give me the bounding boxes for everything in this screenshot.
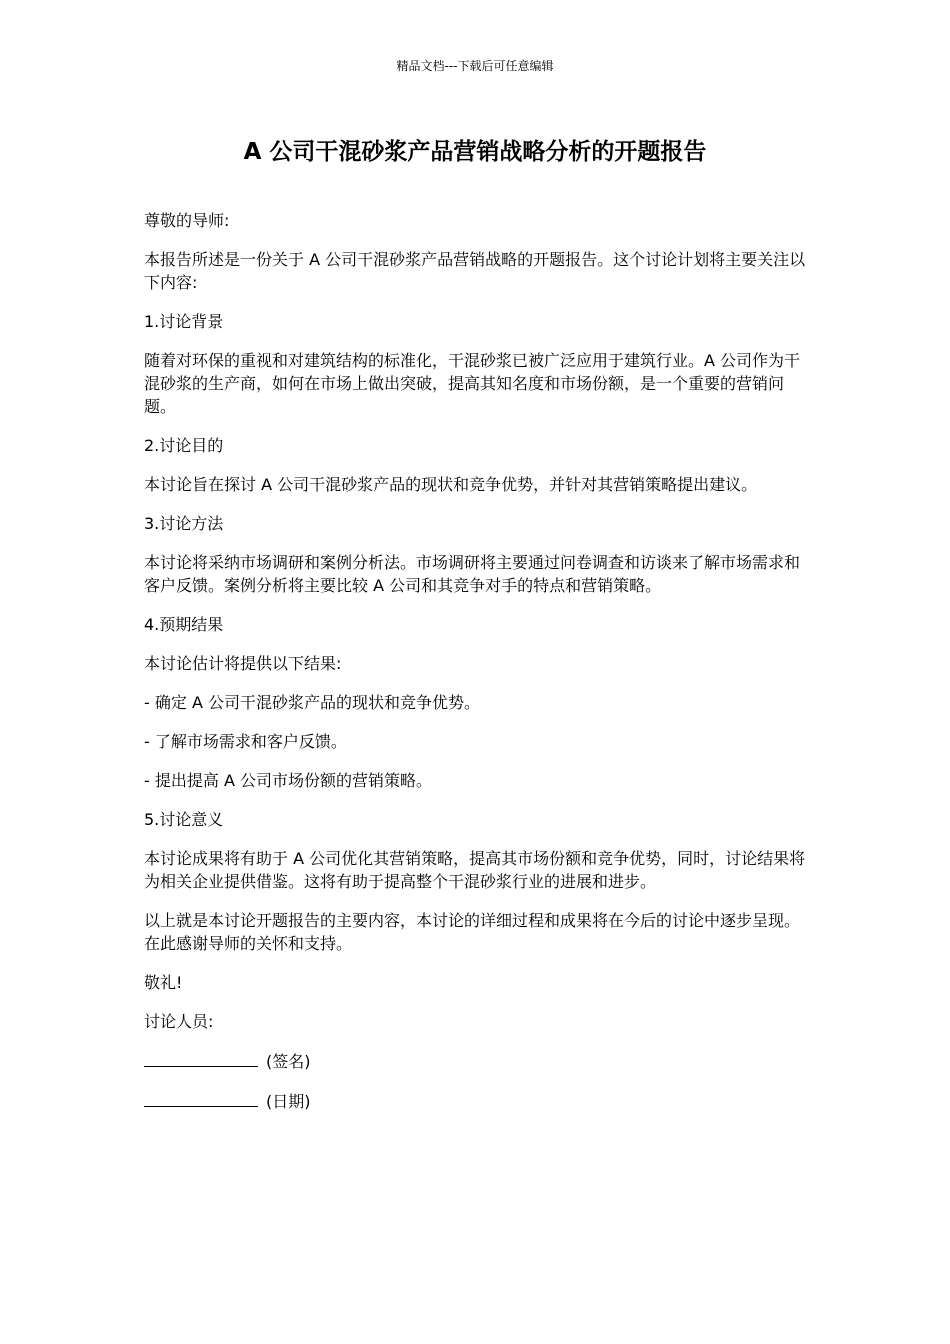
- document-title: A 公司干混砂浆产品营销战略分析的开题报告: [243, 139, 707, 165]
- section-heading-purpose: 2.讨论目的: [144, 436, 224, 455]
- section-text-method: 本讨论将采纳市场调研和案例分析法。市场调研将主要通过问卷调查和访谈来了解市场需求和客户反馈。案例分析将主要比较 A 公司和其竞争对手的特点和营销策略。: [144, 553, 801, 595]
- section-text-expected-results: 本讨论估计将提供以下结果:: [144, 654, 342, 673]
- section-heading-significance: 5.讨论意义: [144, 810, 224, 829]
- signature-label: (签名): [266, 1052, 311, 1071]
- document-body: [144, 209, 808, 1129]
- section-text-significance: 本讨论成果将有助于 A 公司优化其营销策略，提高其市场份额和竞争优势，同时，讨论结果将为相关企业提供借鉴。这将有助于提高整个干混砂浆行业的进展和进步。: [144, 849, 806, 891]
- page-header: 精品文档---下载后可任意编辑: [396, 59, 554, 73]
- result-item: - 提出提高 A 公司市场份额的营销策略。: [144, 771, 432, 790]
- date-label: (日期): [266, 1092, 311, 1111]
- result-item: - 了解市场需求和客户反馈。: [144, 732, 347, 751]
- section-text-background: 随着对环保的重视和对建筑结构的标准化，干混砂浆已被广泛应用于建筑行业。A 公司作为干混砂浆的生产商，如何在市场上做出突破，提高其知名度和市场份额，是一个重要的营销问题。: [144, 351, 801, 416]
- greeting: 尊敬的导师:: [144, 211, 230, 230]
- conclusion-paragraph: 以上就是本讨论开题报告的主要内容，本讨论的详细过程和成果将在今后的讨论中逐步呈现。在此感谢导师的关怀和支持。: [144, 911, 801, 953]
- signature-line: [144, 1049, 258, 1067]
- closing-salutation: 敬礼!: [144, 973, 183, 992]
- section-heading-background: 1.讨论背景: [144, 312, 224, 331]
- intro-paragraph: 本报告所述是一份关于 A 公司干混砂浆产品营销战略的开题报告。这个讨论计划将主要关注以下内容:: [144, 250, 806, 292]
- signature-row: [144, 1049, 808, 1073]
- result-item: - 确定 A 公司干混砂浆产品的现状和竞争优势。: [144, 693, 480, 712]
- section-heading-expected-results: 4.预期结果: [144, 615, 224, 634]
- section-heading-method: 3.讨论方法: [144, 514, 224, 533]
- date-row: [144, 1089, 808, 1113]
- section-text-purpose: 本讨论旨在探讨 A 公司干混砂浆产品的现状和竞争优势，并针对其营销策略提出建议。: [144, 475, 758, 494]
- date-line: [144, 1089, 258, 1107]
- researcher-label: 讨论人员:: [144, 1012, 214, 1031]
